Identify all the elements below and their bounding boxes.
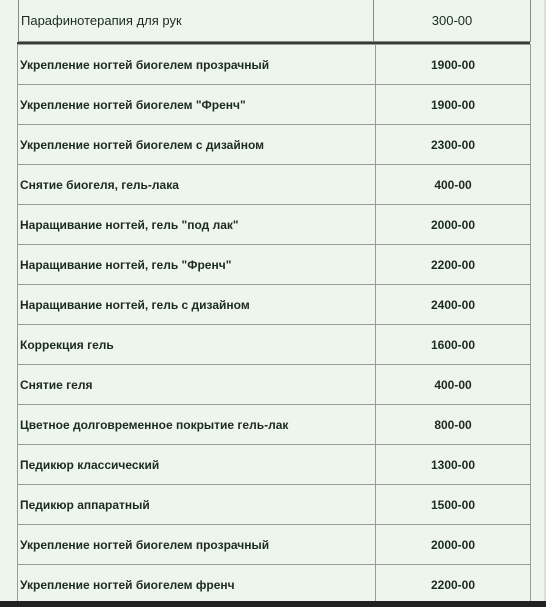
price-table-top (18, 0, 531, 42)
service-price: 2000-00 (376, 525, 531, 565)
table-row (18, 565, 531, 605)
table-row (18, 485, 531, 525)
service-name: Наращивание ногтей, гель "под лак" (18, 205, 376, 245)
service-name: Снятие геля (18, 365, 376, 405)
service-price: 2000-00 (376, 205, 531, 245)
table-row (18, 45, 531, 85)
table-row (18, 325, 531, 365)
service-name: Укрепление ногтей биогелем прозрачный (18, 45, 376, 85)
table-row (18, 125, 531, 165)
service-name: Укрепление ногтей биогелем френч (18, 565, 376, 605)
service-name: Укрепление ногтей биогелем прозрачный (18, 525, 376, 565)
table-row (18, 165, 531, 205)
service-name: Педикюр аппаратный (18, 485, 376, 525)
service-name: Педикюр классический (18, 445, 376, 485)
service-price: 1900-00 (376, 45, 531, 85)
table-row (18, 405, 531, 445)
service-price: 2200-00 (376, 565, 531, 605)
table-row (18, 365, 531, 405)
service-price: 2400-00 (376, 285, 531, 325)
service-name: Цветное долговременное покрытие гель-лак (18, 405, 376, 445)
table-row (18, 205, 531, 245)
table-row (18, 285, 531, 325)
service-price: 2300-00 (376, 125, 531, 165)
service-price: 400-00 (376, 165, 531, 205)
bottom-border (0, 601, 546, 607)
service-name: Снятие биогеля, гель-лака (18, 165, 376, 205)
service-name: Укрепление ногтей биогелем "Френч" (18, 85, 376, 125)
service-price: 1300-00 (376, 445, 531, 485)
price-table (17, 44, 531, 605)
service-price: 800-00 (376, 405, 531, 445)
service-price: 1500-00 (376, 485, 531, 525)
service-name: Наращивание ногтей, гель с дизайном (18, 285, 376, 325)
service-name: Коррекция гель (18, 325, 376, 365)
table-row (18, 85, 531, 125)
service-price: 2200-00 (376, 245, 531, 285)
table-row (19, 0, 531, 42)
table-row (18, 525, 531, 565)
service-name: Парафинотерапия для рук (19, 0, 374, 42)
service-price: 400-00 (376, 365, 531, 405)
service-price: 1900-00 (376, 85, 531, 125)
table-row (18, 245, 531, 285)
service-name: Укрепление ногтей биогелем с дизайном (18, 125, 376, 165)
service-price: 300-00 (374, 0, 531, 42)
service-price: 1600-00 (376, 325, 531, 365)
service-name: Наращивание ногтей, гель "Френч" (18, 245, 376, 285)
table-row (18, 445, 531, 485)
